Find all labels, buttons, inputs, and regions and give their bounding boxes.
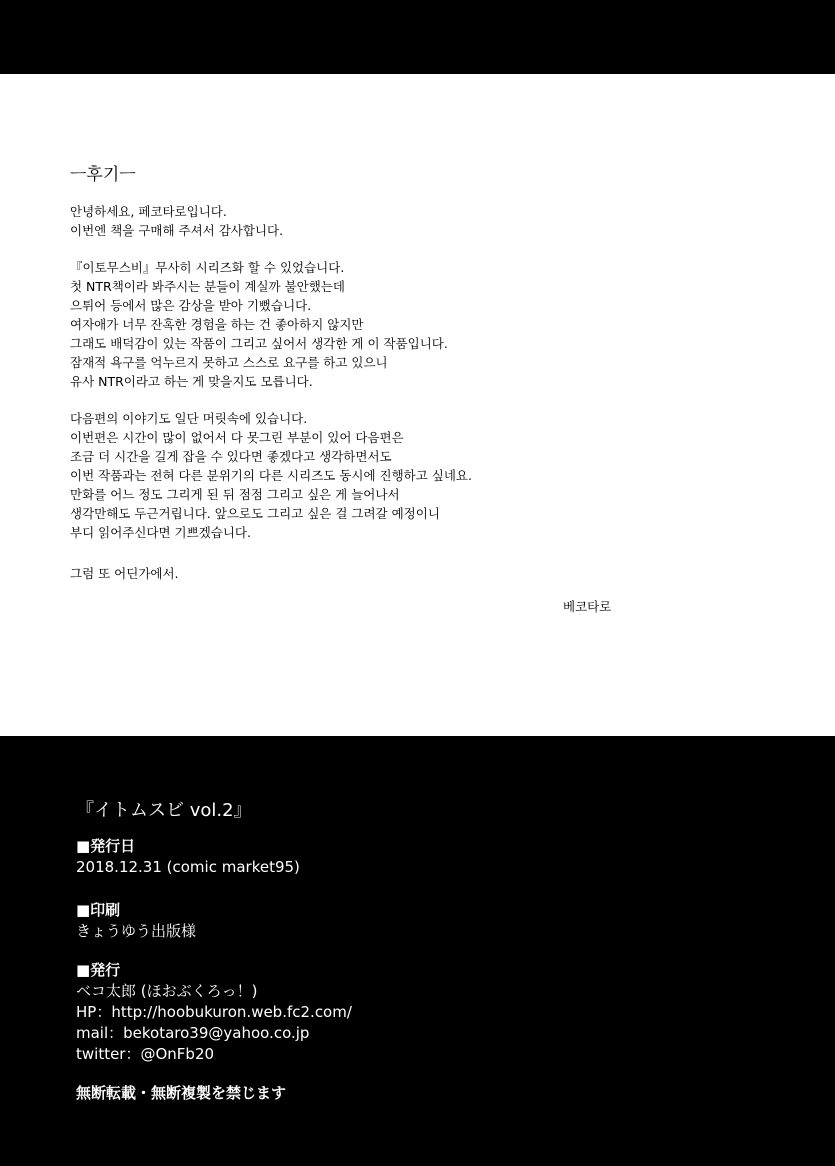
afterword-closing: 그럼 또 어딘가에서. — [70, 566, 179, 581]
afterword-line: 잠재적 욕구를 억누르지 못하고 스스로 요구를 하고 있으니 — [70, 355, 388, 370]
afterword-paragraph — [70, 409, 710, 542]
afterword-line: 이번편은 시간이 많이 없어서 다 못그린 부분이 있어 다음편은 — [70, 430, 404, 445]
section-heading: ■発行 — [76, 961, 121, 979]
afterword-body — [70, 202, 710, 560]
colophon-section-release-date — [76, 836, 300, 878]
afterword-title: ㅡ후기ㅡ — [70, 165, 136, 185]
afterword-line: 그래도 배덕감이 있는 작품이 그리고 싶어서 생각한 게 이 작품입니다. — [70, 336, 448, 351]
section-line: 2018.12.31 (comic market95) — [76, 858, 300, 876]
afterword-line: 『이토무스비』무사히 시리즈화 할 수 있었습니다. — [70, 260, 345, 275]
section-line: mail：bekotaro39@yahoo.co.jp — [76, 1024, 310, 1042]
section-line: HP：http://hoobukuron.web.fc2.com/ — [76, 1003, 352, 1021]
afterword-paragraph — [70, 258, 710, 391]
colophon-panel — [0, 736, 835, 1166]
afterword-line: 으튀어 등에서 많은 감상을 받아 기뻤습니다. — [70, 298, 312, 313]
colophon-title: 『イトムスビ vol.2』 — [76, 800, 252, 821]
afterword-signature: 베코타로 — [563, 599, 612, 614]
afterword-line: 부디 읽어주신다면 기쁘겠습니다. — [70, 525, 251, 540]
afterword-line: 만화를 어느 정도 그리게 된 뒤 점점 그리고 싶은 게 늘어나서 — [70, 487, 400, 502]
afterword-line: 이번엔 책을 구매해 주셔서 감사합니다. — [70, 223, 284, 238]
section-line: ベコ太郎 (ほおぶくろっ！) — [76, 982, 258, 1000]
section-heading: ■発行日 — [76, 837, 136, 855]
section-heading: ■印刷 — [76, 901, 121, 919]
afterword-line: 여자애가 너무 잔혹한 경험을 하는 건 좋아하지 않지만 — [70, 317, 364, 332]
top-black-band — [0, 0, 835, 74]
copyright-notice: 無断転載・無断複製を禁じます — [76, 1084, 287, 1102]
afterword-line: 생각만해도 두근거립니다. 앞으로도 그리고 싶은 걸 그려갈 예정이니 — [70, 506, 440, 521]
afterword-line: 안녕하세요, 페코타로입니다. — [70, 204, 227, 219]
colophon-section-publisher — [76, 960, 352, 1065]
afterword-line: 유사 NTR이라고 하는 게 맞을지도 모릅니다. — [70, 374, 313, 389]
section-line: twitter：@OnFb20 — [76, 1045, 215, 1063]
colophon-section-printing — [76, 900, 196, 942]
section-line: きょうゆう出版様 — [76, 922, 197, 940]
afterword-paragraph — [70, 202, 710, 240]
afterword-line: 조금 더 시간을 길게 잡을 수 있다면 좋겠다고 생각하면서도 — [70, 449, 392, 464]
afterword-panel — [0, 74, 835, 736]
afterword-line: 다음편의 이야기도 일단 머릿속에 있습니다. — [70, 411, 308, 426]
afterword-line: 이번 작품과는 전혀 다른 분위기의 다른 시리즈도 동시에 진행하고 싶네요. — [70, 468, 472, 483]
afterword-line: 첫 NTR책이라 봐주시는 분들이 계실까 불안했는데 — [70, 279, 345, 294]
